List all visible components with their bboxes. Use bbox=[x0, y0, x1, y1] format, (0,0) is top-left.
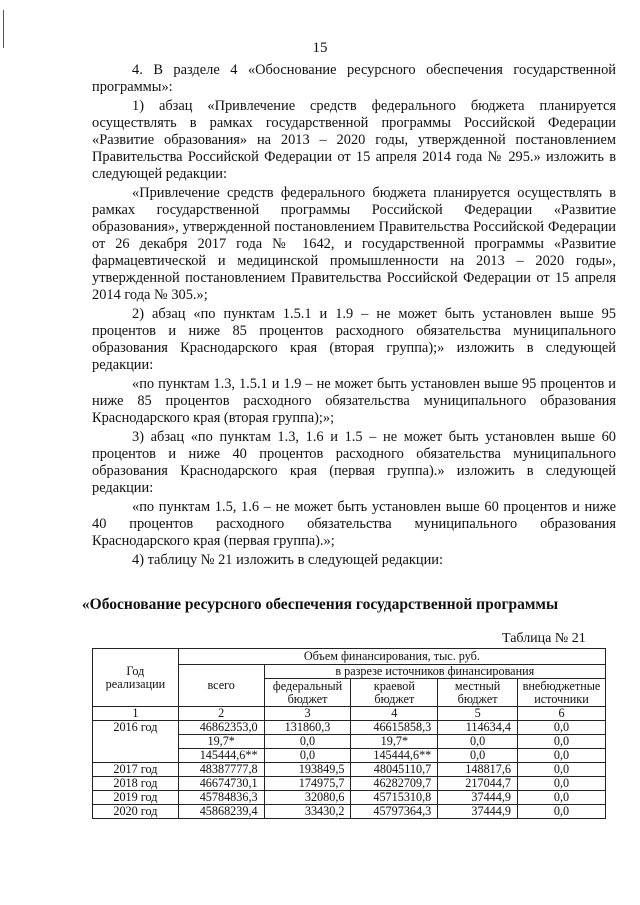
cell-federal: 33430,2 bbox=[264, 805, 351, 819]
table-row bbox=[93, 791, 606, 805]
cell-local: 37444,9 bbox=[438, 791, 518, 805]
paragraph-item-2: 2) абзац «по пунктам 1.5.1 и 1.9 – не может быть установлен выше 95 процентов и ниже 85 процентов расходного обязательства муниципального образования Краснодарского края (вторая группа);» изложить в следующей редакции: bbox=[92, 306, 616, 373]
cell-local: 37444,9 bbox=[438, 805, 518, 819]
cell-local: 0,0 bbox=[438, 735, 518, 749]
cell-federal: 193849,5 bbox=[264, 763, 351, 777]
col-number: 2 bbox=[178, 707, 264, 721]
col-number: 6 bbox=[517, 707, 605, 721]
col-number: 5 bbox=[438, 707, 518, 721]
cell-regional: 45715310,8 bbox=[351, 791, 438, 805]
cell-extra: 0,0 bbox=[517, 777, 605, 791]
column-number-row bbox=[93, 707, 606, 721]
cell-federal: 131860,3 bbox=[264, 721, 351, 735]
cell-total: 46674730,1 bbox=[178, 777, 264, 791]
cell-regional: 48045110,7 bbox=[351, 763, 438, 777]
col-number: 1 bbox=[93, 707, 179, 721]
table-row bbox=[93, 763, 606, 777]
header-extra: внебюджетные источники bbox=[517, 679, 605, 707]
cell-total: 19,7* bbox=[178, 735, 264, 749]
col-number: 3 bbox=[264, 707, 351, 721]
header-federal: федеральный бюджет bbox=[264, 679, 351, 707]
cell-federal: 0,0 bbox=[264, 735, 351, 749]
table-row bbox=[93, 721, 606, 735]
cell-federal: 0,0 bbox=[264, 749, 351, 763]
paragraph-item-4: 4) таблицу № 21 изложить в следующей редакции: bbox=[132, 552, 443, 568]
cell-total: 46862353,0 bbox=[178, 721, 264, 735]
year-cell: 2019 год bbox=[93, 791, 179, 805]
paragraph-section-4: 4. В разделе 4 «Обоснование ресурсного обеспечения государственной программы»: bbox=[92, 62, 616, 95]
cell-regional: 46615858,3 bbox=[351, 721, 438, 735]
year-cell: 2020 год bbox=[93, 805, 179, 819]
cell-extra: 0,0 bbox=[517, 749, 605, 763]
cell-extra: 0,0 bbox=[517, 721, 605, 735]
header-local: местный бюджет bbox=[438, 679, 518, 707]
cell-federal: 32080,6 bbox=[264, 791, 351, 805]
year-cell: 2016 год bbox=[93, 721, 179, 763]
page-number: 15 bbox=[312, 40, 328, 56]
header-year: Год реализации bbox=[93, 649, 179, 707]
cell-local: 114634,4 bbox=[438, 721, 518, 735]
paragraph-item-2-new-text: «по пунктам 1.3, 1.5.1 и 1.9 – не может быть установлен выше 95 процентов и ниже 85 процентов расходного обязательства муниципального образования Краснодарского края (вторая группа);»; bbox=[92, 376, 616, 426]
cell-regional: 145444,6** bbox=[351, 749, 438, 763]
document-body bbox=[92, 62, 616, 571]
table-row bbox=[93, 777, 606, 791]
cell-extra: 0,0 bbox=[517, 805, 605, 819]
cell-total: 45868239,4 bbox=[178, 805, 264, 819]
section-title: «Обоснование ресурсного обеспечения государственной программы bbox=[81, 596, 559, 613]
funding-table bbox=[92, 648, 606, 819]
col-number: 4 bbox=[351, 707, 438, 721]
year-cell: 2018 год bbox=[93, 777, 179, 791]
cell-regional: 19,7* bbox=[351, 735, 438, 749]
paragraph-item-1-new-text: «Привлечение средств федерального бюджета планируется осуществлять в рамках государственной программы Российской Федерации «Развитие образования», утвержденной постановлением Правительства Российской Федерации от 26 декабря 2017 года № 1642, и государственной программы «Развитие фармацевтической и медицинской промышленности на 2013 – 2020 годы», утвержденной постановлением Правительства Российской Федерации от 15 апреля 2014 года № 305.»; bbox=[92, 185, 616, 303]
cell-extra: 0,0 bbox=[517, 735, 605, 749]
cell-extra: 0,0 bbox=[517, 791, 605, 805]
table-caption: Таблица № 21 bbox=[502, 631, 586, 646]
table-row bbox=[93, 805, 606, 819]
cell-federal: 174975,7 bbox=[264, 777, 351, 791]
cell-local: 217044,7 bbox=[438, 777, 518, 791]
header-by-source: в разрезе источников финансирования bbox=[264, 665, 605, 679]
cell-local: 0,0 bbox=[438, 749, 518, 763]
cell-total: 145444,6** bbox=[178, 749, 264, 763]
paragraph-item-3-new-text: «по пунктам 1.5, 1.6 – не может быть установлен выше 60 процентов и ниже 40 процентов расходного обязательства муниципального образования Краснодарского края (первая группа).»; bbox=[92, 499, 616, 549]
header-regional: краевой бюджет bbox=[351, 679, 438, 707]
year-cell: 2017 год bbox=[93, 763, 179, 777]
cell-local: 148817,6 bbox=[438, 763, 518, 777]
cell-total: 48387777,8 bbox=[178, 763, 264, 777]
header-total: всего bbox=[178, 665, 264, 707]
cell-total: 45784836,3 bbox=[178, 791, 264, 805]
header-volume: Объем финансирования, тыс. руб. bbox=[178, 649, 605, 665]
paragraph-item-1: 1) абзац «Привлечение средств федерального бюджета планируется осуществлять в рамках государственной программы Российской Федерации «Развитие образования» на 2013 – 2020 годы, утвержденной постановлением Правительства Российской Федерации от 15 апреля 2014 года № 295.» изложить в следующей редакции: bbox=[92, 98, 616, 182]
cell-regional: 46282709,7 bbox=[351, 777, 438, 791]
cell-regional: 45797364,3 bbox=[351, 805, 438, 819]
cell-extra: 0,0 bbox=[517, 763, 605, 777]
paragraph-item-3: 3) абзац «по пунктам 1.3, 1.6 и 1.5 – не может быть установлен выше 60 процентов и ниже 40 процентов расходного обязательства муниципального образования Краснодарского края (первая группа).» изложить в следующей редакции: bbox=[92, 429, 616, 496]
